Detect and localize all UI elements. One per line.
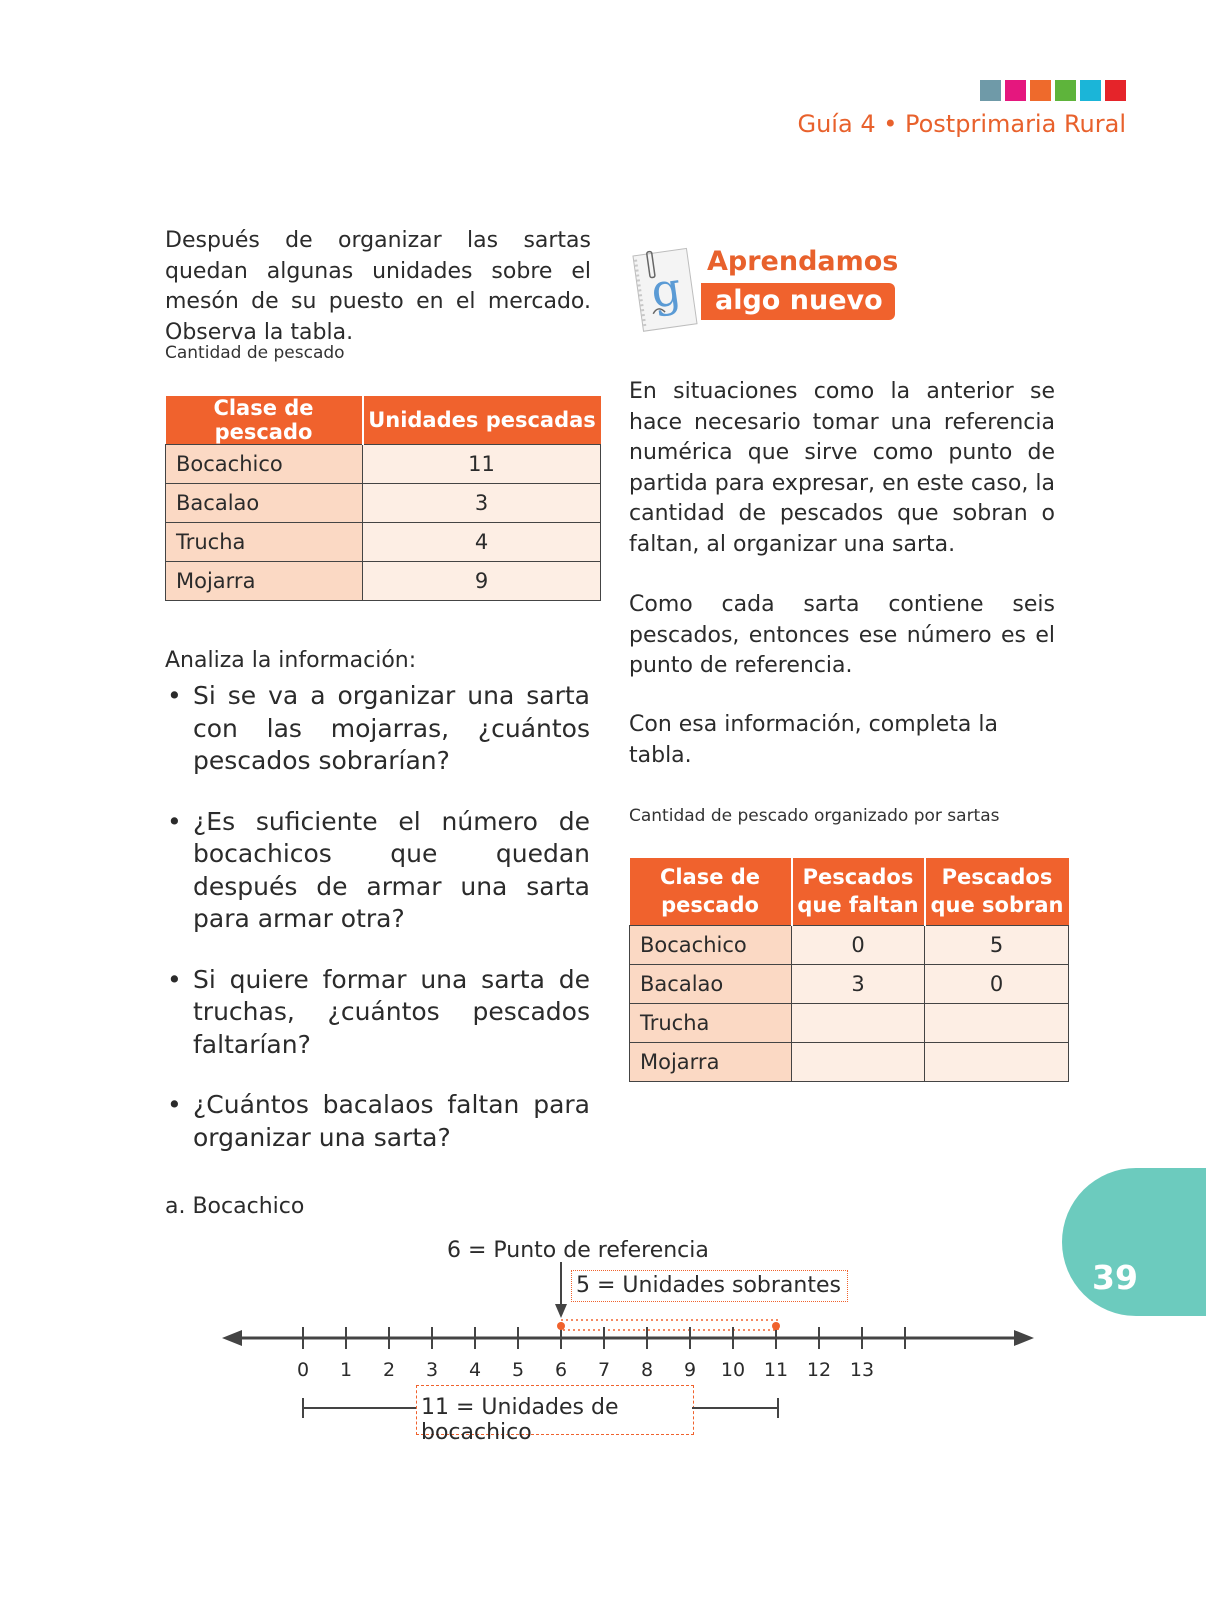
table1-caption: Cantidad de pescado <box>165 343 345 363</box>
header-title: Guía 4 • Postprimaria Rural <box>797 110 1126 138</box>
svg-text:g: g <box>647 260 685 319</box>
page-number: 39 <box>1092 1258 1138 1297</box>
units-cell: 11 <box>363 445 601 484</box>
right-arrow-head <box>1014 1330 1034 1346</box>
number-line-tick-label: 6 <box>554 1359 568 1381</box>
fish-name-cell: Mojarra <box>630 1042 792 1081</box>
fish-name-cell: Bocachico <box>166 445 363 484</box>
reference-label: 6 = Punto de referencia <box>447 1238 709 1263</box>
surplus-range-box <box>561 1320 778 1330</box>
numberline-item-label: a. Bocachico <box>165 1194 305 1219</box>
number-line-tick-label: 11 <box>763 1359 789 1381</box>
question-item: • Si se va a organizar una sarta con las mojarras, ¿cuántos pescados sobrarían? <box>167 681 590 775</box>
fish-name-cell: Trucha <box>630 1003 792 1042</box>
question-item: • Si quiere formar una sarta de truchas, ¿cuántos pescados faltarían? <box>167 964 590 1059</box>
number-line-tick-label: 13 <box>849 1359 875 1381</box>
total-label: 11 = Unidades de bocachico <box>421 1395 619 1445</box>
number-line-tick-label: 3 <box>425 1359 439 1381</box>
number-line-tick-label: 2 <box>382 1359 396 1381</box>
reference-arrow-head <box>555 1304 567 1318</box>
number-line-tick-label: 1 <box>339 1359 353 1381</box>
right-paragraph-2: Como cada sarta contiene seis pescados, entonces ese número es el punto de referencia. <box>629 592 1055 678</box>
number-line-tick-label: 5 <box>511 1359 525 1381</box>
number-line-marker-dot <box>772 1322 780 1330</box>
number-line-tick-label: 4 <box>468 1359 482 1381</box>
fish-name-cell: Bacalao <box>630 964 792 1003</box>
number-line-tick-label: 12 <box>806 1359 832 1381</box>
left-arrow-head <box>222 1330 242 1346</box>
question-item: • ¿Es suficiente el número de bocachicos que quedan después de armar una sarta para armar otra? <box>167 806 590 933</box>
analiza-label: Analiza la información: <box>165 648 417 673</box>
surplus-cell: 0 <box>925 964 1069 1003</box>
fish-name-cell: Mojarra <box>166 562 363 601</box>
number-line-tick-label: 8 <box>640 1359 654 1381</box>
table2-header: Pescados que faltan <box>792 858 925 925</box>
fish-name-cell: Bacalao <box>166 484 363 523</box>
number-line-tick-label: 9 <box>683 1359 697 1381</box>
table1-header: Unidades pescadas <box>363 396 601 445</box>
number-line-marker-dot <box>557 1322 565 1330</box>
number-line-tick-label: 10 <box>720 1359 746 1381</box>
number-line-tick-label: 0 <box>296 1359 310 1381</box>
right-paragraph-3: Con esa información, completa la tabla. <box>629 712 998 768</box>
table1-header: Clase de pescado <box>166 396 363 445</box>
units-cell: 3 <box>363 484 601 523</box>
table2-header: Clase de pescado <box>630 858 792 925</box>
left-intro: Después de organizar las sartas quedan algunas unidades sobre el mesón de su puesto en el mercado. Observa la tabla. <box>165 228 591 345</box>
badge-title-line2: algo nuevo <box>701 283 895 320</box>
units-cell: 4 <box>363 523 601 562</box>
surplus-label: 5 = Unidades sobrantes <box>576 1273 841 1298</box>
right-paragraph-1: En situaciones como la anterior se hace necesario tomar una referencia numérica que sirve como punto de partida para expresar, en este caso, la cantidad de pescados que sobran o faltan, al organizar una sarta. <box>629 379 1055 557</box>
surplus-cell: 5 <box>925 925 1069 964</box>
question-item: • ¿Cuántos bacalaos faltan para organizar una sarta? <box>167 1090 590 1152</box>
table2-header: Pescados que sobran <box>925 858 1069 925</box>
badge-title-line1: Aprendamos <box>707 246 899 277</box>
missing-cell: 0 <box>792 925 925 964</box>
missing-cell: 3 <box>792 964 925 1003</box>
units-cell: 9 <box>363 562 601 601</box>
fish-name-cell: Trucha <box>166 523 363 562</box>
number-line-tick-label: 7 <box>597 1359 611 1381</box>
fish-name-cell: Bocachico <box>630 925 792 964</box>
table2-caption: Cantidad de pescado organizado por sartas <box>629 806 1000 826</box>
